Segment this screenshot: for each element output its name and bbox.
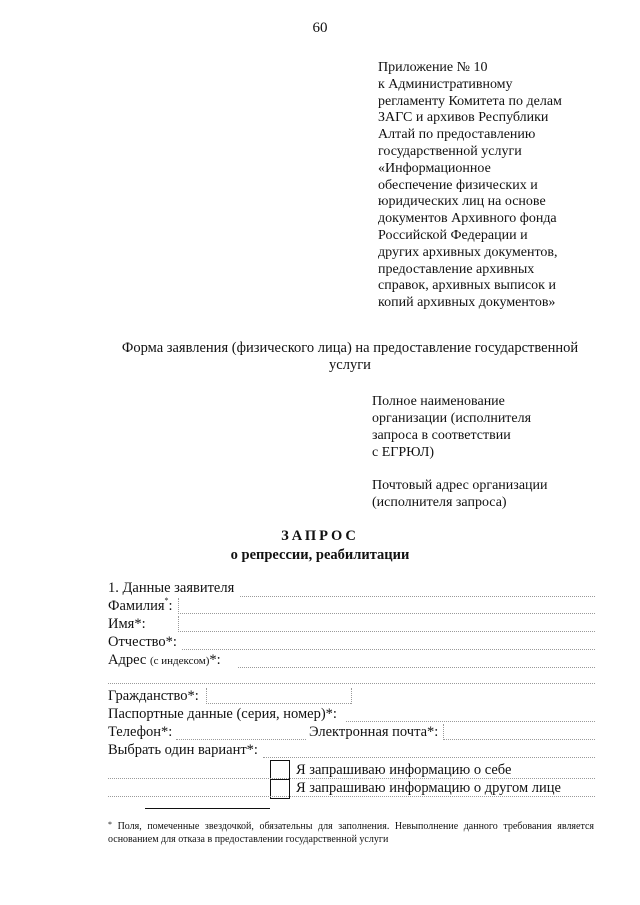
surname-field[interactable]: [178, 613, 595, 614]
address-label: Адрес (с индексом)*:: [108, 652, 221, 668]
citizenship-field[interactable]: [206, 703, 351, 704]
email-divider: [443, 724, 444, 740]
appendix-line: справок, архивных выписок и: [378, 278, 556, 294]
organization-address-line: (исполнителя запроса): [372, 495, 507, 510]
footnote-rule: [145, 808, 270, 809]
appendix-line: Российской Федерации и: [378, 227, 528, 243]
appendix-line: ЗАГС и архивов Республики: [378, 110, 549, 126]
section-heading: 1. Данные заявителя: [108, 580, 235, 596]
appendix-line: обеспечение физических и: [378, 177, 538, 193]
option-self-dotline: [108, 778, 595, 779]
organization-name-line: организации (исполнителя: [372, 411, 532, 426]
passport-label: Паспортные данные (серия, номер)*:: [108, 706, 337, 722]
phone-field[interactable]: [176, 739, 306, 740]
form-title: Форма заявления (физического лица) на предоставление государственной услуги: [121, 340, 579, 373]
heading-dotline: [240, 596, 595, 597]
address-field[interactable]: [238, 667, 595, 668]
surname-divider: [178, 598, 179, 614]
appendix-line: Приложение № 10: [378, 60, 488, 75]
email-field[interactable]: [443, 739, 595, 740]
citizenship-divider-left: [206, 688, 207, 704]
appendix-line: других архивных документов,: [378, 244, 558, 260]
citizenship-divider-right: [351, 688, 352, 704]
name-label: Имя*:: [108, 616, 146, 632]
option-self-checkbox[interactable]: [270, 760, 290, 780]
choose-label: Выбрать один вариант*:: [108, 742, 258, 758]
choose-dotline: [263, 757, 595, 758]
organization-address-line: Почтовый адрес организации: [372, 478, 548, 493]
appendix-line: документов Архивного фонда: [378, 211, 557, 227]
patronymic-field[interactable]: [182, 649, 595, 650]
option-self-label: Я запрашиваю информацию о себе: [296, 762, 512, 778]
footnote: * Поля, помеченные звездочкой, обязательны для заполнения. Невыполнение данного требования является основанием для отказа в предоставлении государственной услуги: [108, 820, 595, 845]
request-subtitle: о репрессии, реабилитации: [230, 547, 410, 563]
appendix-line: Алтай по предоставлению: [378, 127, 536, 143]
appendix-line: регламенту Комитета по делам: [378, 93, 562, 109]
citizenship-label: Гражданство*:: [108, 688, 199, 704]
option-other-dotline: [108, 796, 595, 797]
appendix-line: государственной услуги: [378, 143, 522, 159]
appendix-note: [378, 60, 628, 312]
email-label: Электронная почта*:: [309, 724, 439, 740]
patronymic-label: Отчество*:: [108, 634, 177, 650]
option-other-label: Я запрашиваю информацию о другом лице: [296, 780, 561, 796]
phone-label: Телефон*:: [108, 724, 173, 740]
page-number: 60: [312, 20, 328, 36]
organization-name-line: Полное наименование: [372, 394, 505, 409]
appendix-line: юридических лиц на основе: [378, 194, 546, 210]
appendix-line: «Информационное: [378, 160, 491, 176]
appendix-line: предоставление архивных: [378, 261, 535, 277]
surname-label: Фамилия*:: [108, 596, 173, 614]
appendix-line: к Административному: [378, 76, 513, 92]
address-field-line2[interactable]: [108, 683, 595, 684]
name-divider: [178, 616, 179, 632]
passport-field[interactable]: [346, 721, 595, 722]
organization-name-line: с ЕГРЮЛ): [372, 445, 434, 460]
appendix-line: копий архивных документов»: [378, 295, 556, 311]
organization-name-block: [372, 393, 531, 461]
name-field[interactable]: [178, 631, 595, 632]
request-title: ЗАПРОС: [281, 528, 359, 544]
organization-address-block: [372, 477, 548, 511]
organization-name-line: запроса в соответствии: [372, 428, 511, 443]
request-heading: [0, 527, 640, 565]
